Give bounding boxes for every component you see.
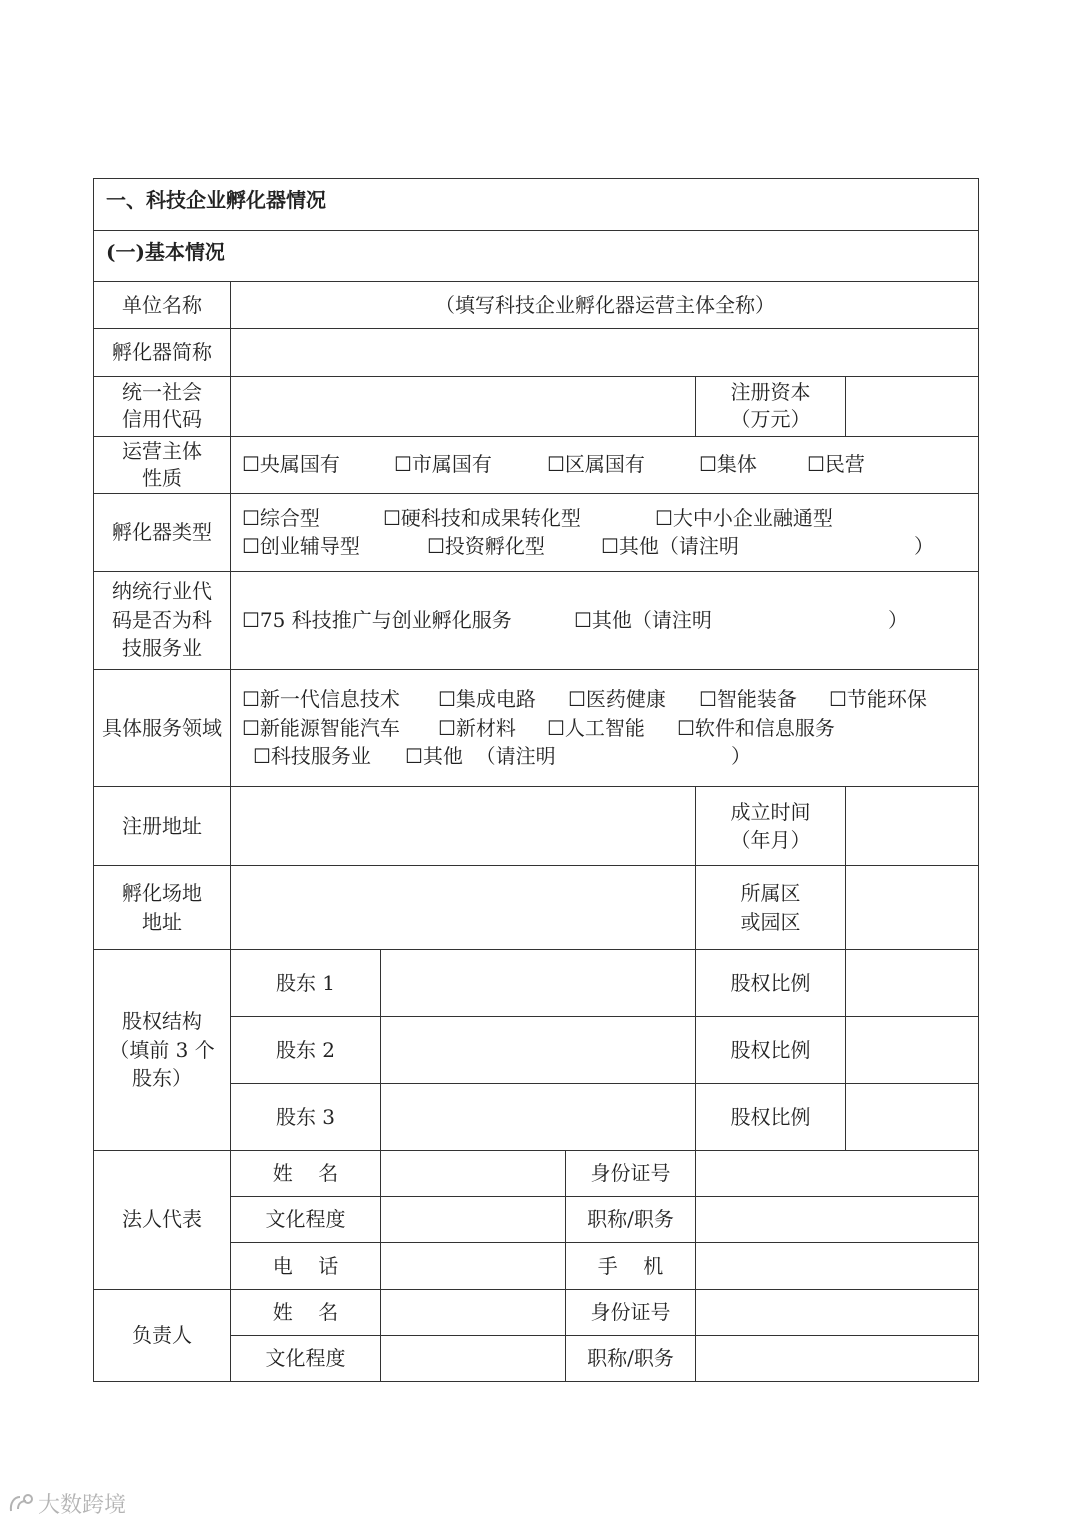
watermark-text: 大数跨境 bbox=[38, 1493, 127, 1518]
shareholder-2-label: 股东 2 bbox=[275, 1038, 336, 1062]
equity-label: 股权结构 bbox=[122, 1009, 202, 1033]
ratio-1-label: 股权比例 bbox=[730, 971, 811, 995]
pic-id-field[interactable] bbox=[696, 1290, 979, 1335]
capital-unit-label: （万元） bbox=[730, 407, 811, 431]
capital-label: 注册资本 bbox=[730, 380, 811, 404]
short-name-field[interactable] bbox=[231, 329, 979, 376]
checkbox-comprehensive[interactable]: ☐综合型 bbox=[242, 506, 320, 530]
shareholder-2-field[interactable] bbox=[381, 1017, 695, 1083]
operator-nature-label: 运营主体 bbox=[122, 439, 202, 463]
checkbox-central-state[interactable]: ☐央属国有 bbox=[242, 452, 340, 476]
checkbox-hard-tech[interactable]: ☐硬科技和成果转化型 bbox=[383, 506, 581, 530]
checkbox-new-material[interactable]: ☐新材料 bbox=[438, 716, 516, 740]
checkbox-private[interactable]: ☐民营 bbox=[807, 452, 865, 476]
ratio-2-field[interactable] bbox=[846, 1017, 979, 1083]
unit-name-field[interactable]: （填写科技企业孵化器运营主体全称） bbox=[435, 293, 775, 317]
credit-code-label: 统一社会 bbox=[122, 380, 202, 404]
checkbox-startup-mentoring[interactable]: ☐创业辅导型 bbox=[242, 534, 360, 558]
capital-field[interactable] bbox=[846, 377, 979, 436]
watermark bbox=[8, 1488, 126, 1519]
legal-rep-name-label: 姓 名 bbox=[272, 1161, 339, 1185]
est-time-label: 成立时间 bbox=[730, 800, 811, 824]
legal-rep-mobile-field[interactable] bbox=[696, 1243, 979, 1289]
ratio-3-label: 股权比例 bbox=[730, 1105, 811, 1129]
unit-name-label: 单位名称 bbox=[122, 293, 202, 317]
checkbox-ic[interactable]: ☐集成电路 bbox=[438, 687, 536, 711]
checkbox-industry-other[interactable]: ☐其他（请注明 bbox=[574, 608, 712, 632]
checkbox-software[interactable]: ☐软件和信息服务 bbox=[677, 716, 835, 740]
legal-rep-edu-field[interactable] bbox=[381, 1197, 565, 1242]
legal-rep-name-field[interactable] bbox=[381, 1151, 565, 1196]
pic-edu-label: 文化程度 bbox=[265, 1346, 346, 1370]
pic-title-label: 职称/职务 bbox=[587, 1346, 674, 1370]
legal-rep-phone-label: 电 话 bbox=[272, 1254, 339, 1278]
row-divider bbox=[93, 571, 979, 572]
short-name-label: 孵化器简称 bbox=[112, 340, 212, 364]
shareholder-3-label: 股东 3 bbox=[275, 1105, 336, 1129]
site-address-label: 孵化场地 bbox=[122, 881, 202, 905]
row-divider bbox=[93, 669, 979, 670]
legal-rep-id-label: 身份证号 bbox=[590, 1161, 671, 1185]
row-divider bbox=[93, 230, 979, 231]
reg-address-field[interactable] bbox=[231, 787, 695, 865]
watermark-logo-icon bbox=[8, 1493, 34, 1515]
legal-rep-title-label: 职称/职务 bbox=[587, 1207, 674, 1231]
checkbox-district-state[interactable]: ☐区属国有 bbox=[547, 452, 645, 476]
row-divider bbox=[93, 281, 979, 282]
service-fields-label: 具体服务领域 bbox=[102, 716, 222, 740]
legal-rep-id-field[interactable] bbox=[696, 1151, 979, 1196]
equity-label-2: （填前 3 个 bbox=[109, 1038, 215, 1062]
row-divider bbox=[93, 493, 979, 494]
district-label-2: 或园区 bbox=[740, 910, 801, 934]
pic-edu-field[interactable] bbox=[381, 1336, 565, 1381]
checkbox-ai[interactable]: ☐人工智能 bbox=[547, 716, 645, 740]
est-time-unit-label: （年月） bbox=[730, 828, 811, 852]
operator-nature-label-2: 性质 bbox=[142, 466, 182, 490]
legal-rep-label: 法人代表 bbox=[122, 1207, 202, 1231]
checkbox-enterprise-integration[interactable]: ☐大中小企业融通型 bbox=[655, 506, 833, 530]
checkbox-municipal-state[interactable]: ☐市属国有 bbox=[394, 452, 492, 476]
ratio-2-label: 股权比例 bbox=[730, 1038, 811, 1062]
other-type-close: ） bbox=[914, 534, 934, 558]
checkbox-field-other[interactable]: ☐其他 （请注明 bbox=[405, 744, 556, 768]
ratio-1-field[interactable] bbox=[846, 950, 979, 1016]
equity-label-3: 股东） bbox=[132, 1066, 192, 1090]
reg-address-label: 注册地址 bbox=[122, 814, 202, 838]
shareholder-3-field[interactable] bbox=[381, 1084, 695, 1150]
district-label: 所属区 bbox=[740, 881, 801, 905]
shareholder-1-label: 股东 1 bbox=[275, 971, 336, 995]
checkbox-medicine[interactable]: ☐医药健康 bbox=[568, 687, 666, 711]
field-other-close: ） bbox=[731, 744, 751, 768]
legal-rep-edu-label: 文化程度 bbox=[265, 1207, 346, 1231]
district-field[interactable] bbox=[846, 866, 979, 949]
industry-code-label-2: 码是否为科 bbox=[112, 608, 212, 632]
credit-code-field[interactable] bbox=[231, 377, 695, 436]
checkbox-collective[interactable]: ☐集体 bbox=[699, 452, 757, 476]
section-subtitle: (一)基本情况 bbox=[106, 240, 225, 264]
site-address-field[interactable] bbox=[231, 866, 695, 949]
legal-rep-title-field[interactable] bbox=[696, 1197, 979, 1242]
checkbox-smart-equipment[interactable]: ☐智能装备 bbox=[699, 687, 797, 711]
legal-rep-phone-field[interactable] bbox=[381, 1243, 565, 1289]
checkbox-industry-75[interactable]: ☐75 科技推广与创业孵化服务 bbox=[242, 608, 512, 632]
industry-other-close: ） bbox=[888, 608, 908, 632]
checkbox-green[interactable]: ☐节能环保 bbox=[829, 687, 927, 711]
industry-code-label-3: 技服务业 bbox=[122, 636, 202, 660]
est-time-field[interactable] bbox=[846, 787, 979, 865]
checkbox-new-it[interactable]: ☐新一代信息技术 bbox=[242, 687, 400, 711]
pic-name-field[interactable] bbox=[381, 1290, 565, 1335]
pic-name-label: 姓 名 bbox=[272, 1300, 339, 1324]
checkbox-nev[interactable]: ☐新能源智能汽车 bbox=[242, 716, 400, 740]
person-in-charge-label: 负责人 bbox=[132, 1323, 192, 1347]
checkbox-investment[interactable]: ☐投资孵化型 bbox=[427, 534, 545, 558]
ratio-3-field[interactable] bbox=[846, 1084, 979, 1150]
shareholder-1-field[interactable] bbox=[381, 950, 695, 1016]
checkbox-tech-service[interactable]: ☐科技服务业 bbox=[253, 744, 371, 768]
pic-id-label: 身份证号 bbox=[590, 1300, 671, 1324]
legal-rep-mobile-label: 手 机 bbox=[597, 1254, 664, 1278]
incubator-type-label: 孵化器类型 bbox=[112, 520, 212, 544]
pic-title-field[interactable] bbox=[696, 1336, 979, 1381]
checkbox-other-type[interactable]: ☐其他（请注明 bbox=[601, 534, 739, 558]
site-address-label-2: 地址 bbox=[142, 910, 182, 934]
section-title: 一、科技企业孵化器情况 bbox=[106, 188, 326, 212]
industry-code-label: 纳统行业代 bbox=[112, 579, 212, 603]
credit-code-label-2: 信用代码 bbox=[122, 407, 202, 431]
